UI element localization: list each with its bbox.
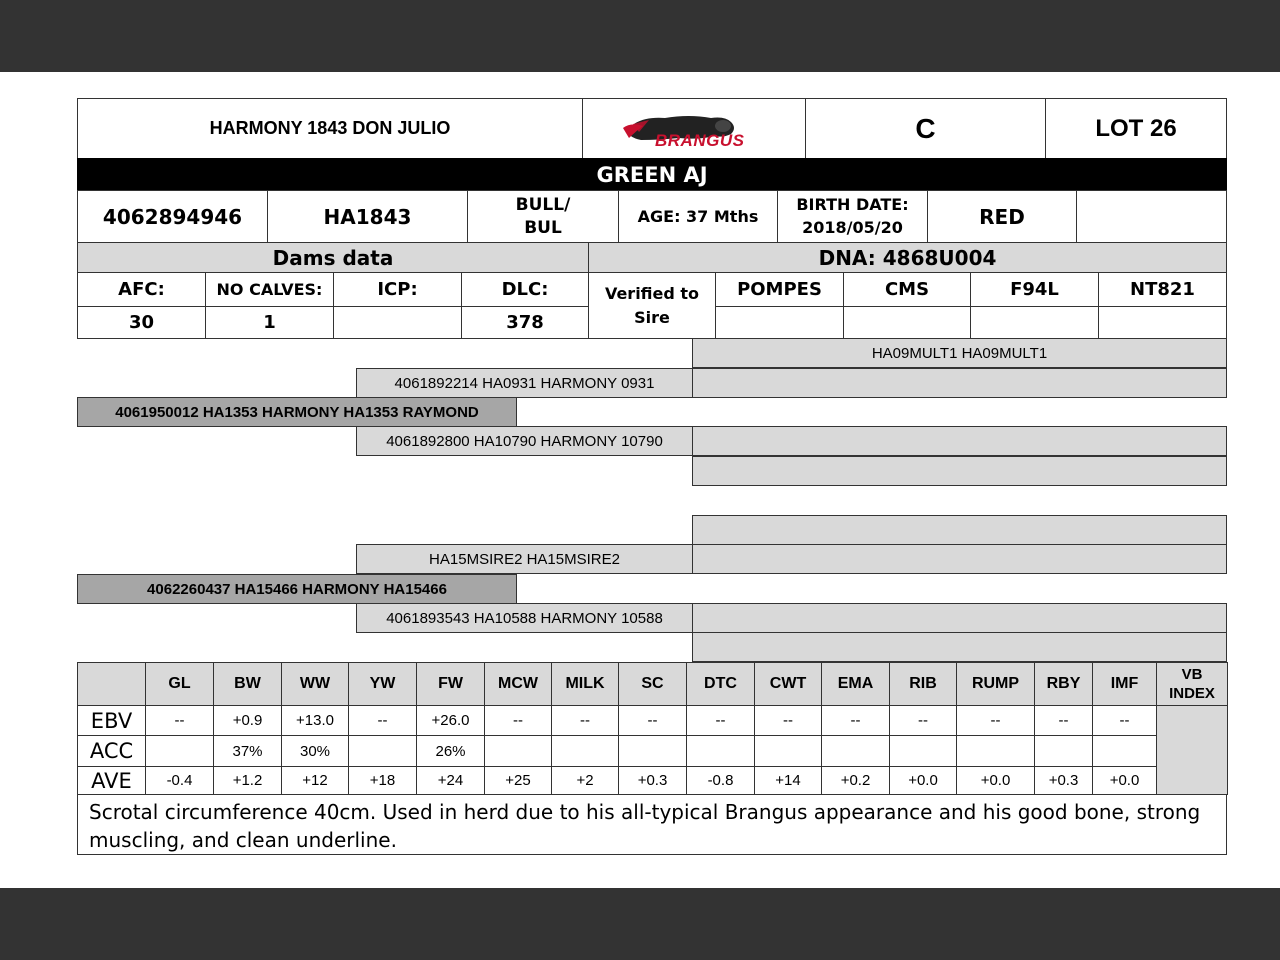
- ebv-value-cell: +0.9: [213, 705, 282, 736]
- ebv-value-cell: +0.0: [1092, 766, 1157, 795]
- ebv-value-cell: +0.2: [821, 766, 890, 795]
- result-pompes: [715, 306, 844, 339]
- ebv-value-cell: -0.8: [686, 766, 755, 795]
- birth-date-label: BIRTH DATE:: [796, 195, 909, 215]
- age: AGE: 37 Mths: [618, 190, 778, 243]
- lot-card-page: [0, 72, 1280, 888]
- verified-line-2: Sire: [634, 307, 670, 327]
- ebv-column-header: MILK: [551, 662, 619, 706]
- test-cms: CMS: [843, 272, 971, 307]
- ebv-column-header: MCW: [484, 662, 552, 706]
- pedigree-dam-sire: HA15MSIRE2 HA15MSIRE2: [356, 544, 693, 574]
- ebv-value-cell: [484, 735, 552, 767]
- ebv-column-header: RUMP: [956, 662, 1035, 706]
- ebv-value-cell: [551, 735, 619, 767]
- animal-name: HARMONY 1843 DON JULIO: [77, 98, 583, 159]
- birth-date-cell: [777, 190, 928, 243]
- pedigree-dam: 4062260437 HA15466 HARMONY HA15466: [77, 574, 517, 604]
- ebv-column-header: YW: [348, 662, 417, 706]
- result-cms: [843, 306, 971, 339]
- ebv-column-header: CWT: [754, 662, 822, 706]
- ebv-value-cell: --: [686, 705, 755, 736]
- test-pompes: POMPES: [715, 272, 844, 307]
- pedigree-sire: 4061950012 HA1353 HARMONY HA1353 RAYMOND: [77, 397, 517, 427]
- ebv-value-cell: [618, 735, 687, 767]
- icp-label: ICP:: [333, 272, 462, 307]
- ebv-value-cell: --: [484, 705, 552, 736]
- identity-extra: [1076, 190, 1227, 243]
- test-nt821: NT821: [1098, 272, 1227, 307]
- vb-index-value: [1156, 705, 1228, 795]
- ebv-value-cell: +24: [416, 766, 485, 795]
- registration-number: 4062894946: [77, 190, 268, 243]
- ebv-row-label: ACC: [77, 735, 146, 767]
- pedigree-sire-dam: 4061892800 HA10790 HARMONY 10790: [356, 426, 693, 456]
- tattoo: HA1843: [267, 190, 468, 243]
- ebv-value-cell: --: [754, 705, 822, 736]
- ebv-value-cell: [145, 735, 214, 767]
- ebv-value-cell: --: [551, 705, 619, 736]
- no-calves-value: 1: [205, 306, 334, 339]
- ebv-value-cell: [754, 735, 822, 767]
- ebv-value-cell: [1034, 735, 1093, 767]
- result-nt821: [1098, 306, 1227, 339]
- ebv-column-header: EMA: [821, 662, 890, 706]
- comment: Scrotal circumference 40cm. Used in herd due to his all-typical Brangus appearance and his good bone, strong muscling, and clean underline.: [77, 794, 1227, 855]
- result-f94l: [970, 306, 1099, 339]
- ebv-value-cell: --: [956, 705, 1035, 736]
- ebv-value-cell: -0.4: [145, 766, 214, 795]
- ebv-value-cell: --: [1092, 705, 1157, 736]
- ebv-column-header: SC: [618, 662, 687, 706]
- dams-data-title: Dams data: [77, 242, 589, 273]
- ebv-value-cell: +0.3: [618, 766, 687, 795]
- ebv-column-header: BW: [213, 662, 282, 706]
- ebv-value-cell: +2: [551, 766, 619, 795]
- ebv-value-cell: [348, 735, 417, 767]
- dna-title: DNA: 4868U004: [588, 242, 1227, 273]
- ebv-value-cell: +18: [348, 766, 417, 795]
- vb-index-line-2: INDEX: [1169, 685, 1215, 702]
- test-f94l: F94L: [970, 272, 1099, 307]
- ebv-column-header: GL: [145, 662, 214, 706]
- sex-line-1: BULL/: [515, 194, 571, 215]
- ebv-row-label: EBV: [77, 705, 146, 736]
- verified-line-1: Verified to: [604, 283, 700, 303]
- brangus-logo: [582, 98, 806, 159]
- ebv-column-header: RBY: [1034, 662, 1093, 706]
- ebv-value-cell: --: [889, 705, 957, 736]
- pedigree-dam-dam-sire: [692, 603, 1227, 633]
- pedigree-sire-sire: 4061892214 HA0931 HARMONY 0931: [356, 368, 693, 398]
- ebv-value-cell: [821, 735, 890, 767]
- logo-text: BRANGUS: [655, 131, 745, 150]
- ebv-value-cell: --: [348, 705, 417, 736]
- ebv-value-cell: +25: [484, 766, 552, 795]
- ebv-value-cell: +0.0: [889, 766, 957, 795]
- ebv-value-cell: --: [618, 705, 687, 736]
- vb-index-line-1: VB: [1181, 665, 1203, 683]
- dlc-value: 378: [461, 306, 589, 339]
- no-calves-label: NO CALVES:: [205, 272, 334, 307]
- pedigree-dam-sire-dam: [692, 544, 1227, 574]
- ebv-column-header: RIB: [889, 662, 957, 706]
- ebv-value-cell: 37%: [213, 735, 282, 767]
- pedigree-dam-dam-dam: [692, 632, 1227, 662]
- verified-to-sire: [588, 272, 716, 339]
- ebv-row-label: AVE: [77, 766, 146, 795]
- ebv-column-header: DTC: [686, 662, 755, 706]
- lot-number: LOT 26: [1045, 98, 1227, 159]
- birth-date: 2018/05/20: [802, 217, 903, 237]
- ebv-value-cell: 26%: [416, 735, 485, 767]
- ebv-value-cell: --: [145, 705, 214, 736]
- sex-line-2: BUL: [524, 217, 562, 238]
- pedigree-dam-dam: 4061893543 HA10588 HARMONY 10588: [356, 603, 693, 633]
- afc-value: 30: [77, 306, 206, 339]
- pedigree-sire-dam-sire: [692, 426, 1227, 456]
- ebv-value-cell: +0.0: [956, 766, 1035, 795]
- pedigree-sire-sire-sire: HA09MULT1 HA09MULT1: [692, 338, 1227, 368]
- ebv-value-cell: --: [1034, 705, 1093, 736]
- ebv-column-header: IMF: [1092, 662, 1157, 706]
- dlc-label: DLC:: [461, 272, 589, 307]
- ebv-value-cell: [686, 735, 755, 767]
- sex-cell: [467, 190, 619, 243]
- afc-label: AFC:: [77, 272, 206, 307]
- ebv-value-cell: +14: [754, 766, 822, 795]
- ebv-value-cell: 30%: [281, 735, 349, 767]
- vb-index-header: [1156, 662, 1228, 706]
- ebv-value-cell: [1092, 735, 1157, 767]
- pedigree-dam-sire-sire: [692, 515, 1227, 545]
- ebv-value-cell: +12: [281, 766, 349, 795]
- ebv-value-cell: +26.0: [416, 705, 485, 736]
- ebv-column-header: FW: [416, 662, 485, 706]
- ebv-corner-cell: [77, 662, 146, 706]
- ebv-column-header: WW: [281, 662, 349, 706]
- grade: C: [805, 98, 1046, 159]
- breeder-name: GREEN AJ: [77, 158, 1227, 191]
- ebv-value-cell: [956, 735, 1035, 767]
- colour: RED: [927, 190, 1077, 243]
- ebv-value-cell: +1.2: [213, 766, 282, 795]
- pedigree-sire-sire-dam: [692, 368, 1227, 398]
- ebv-value-cell: [889, 735, 957, 767]
- icp-value: [333, 306, 462, 339]
- ebv-value-cell: --: [821, 705, 890, 736]
- ebv-value-cell: +13.0: [281, 705, 349, 736]
- ebv-value-cell: +0.3: [1034, 766, 1093, 795]
- pedigree-sire-dam-dam: [692, 456, 1227, 486]
